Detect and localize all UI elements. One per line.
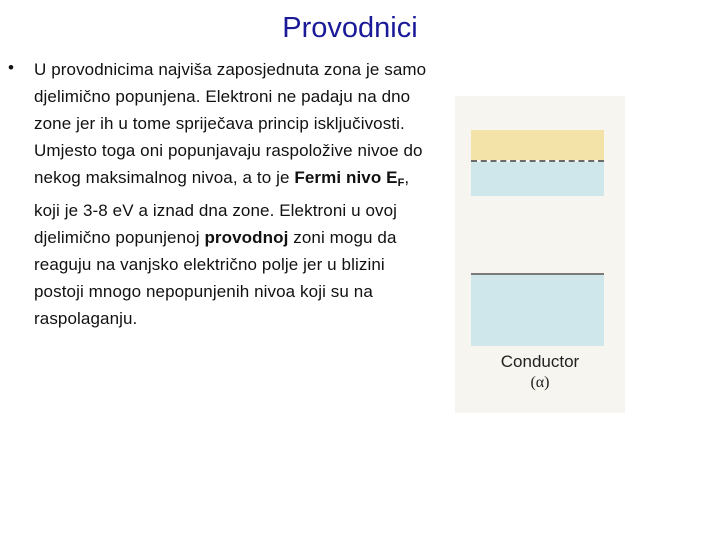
bullet-text-part-1: U provodnicima najviša zaposjednuta zona je samo djelimično popunjena. Elektroni ne padaju na dno zone jer ih u tome spriječava princip isključivosti. Umjesto toga oni popunjavaju raspoložive nivoe do nekog maksimalnog nivoa, a to je xyxy=(34,60,427,187)
lower-band-region xyxy=(471,275,604,346)
bullet-text-part-3: zoni mogu da reaguju na vanjsko električno polje jer u blizini postoji mnogo nepopunjenih nivoa koji su na raspolaganju. xyxy=(34,228,397,328)
slide-title: Provodnici xyxy=(282,12,418,44)
empty-band-region xyxy=(471,162,604,196)
bullet-text xyxy=(34,56,439,332)
fermi-level-subscript: F xyxy=(397,177,405,189)
filled-band-region xyxy=(471,130,604,160)
bullet-marker: • xyxy=(8,58,14,77)
conduction-band-term: provodnoj xyxy=(204,228,289,247)
figure-caption-label: (α) xyxy=(530,374,550,391)
bullet-text-part-2: , koji je 3-8 eV a iznad dna zone. Elektroni u ovoj djelimično popunjenoj xyxy=(34,168,410,247)
fermi-level-term: Fermi nivo E xyxy=(294,168,398,187)
figure-caption: Conductor xyxy=(500,352,580,371)
conductor-band-diagram xyxy=(455,96,625,413)
